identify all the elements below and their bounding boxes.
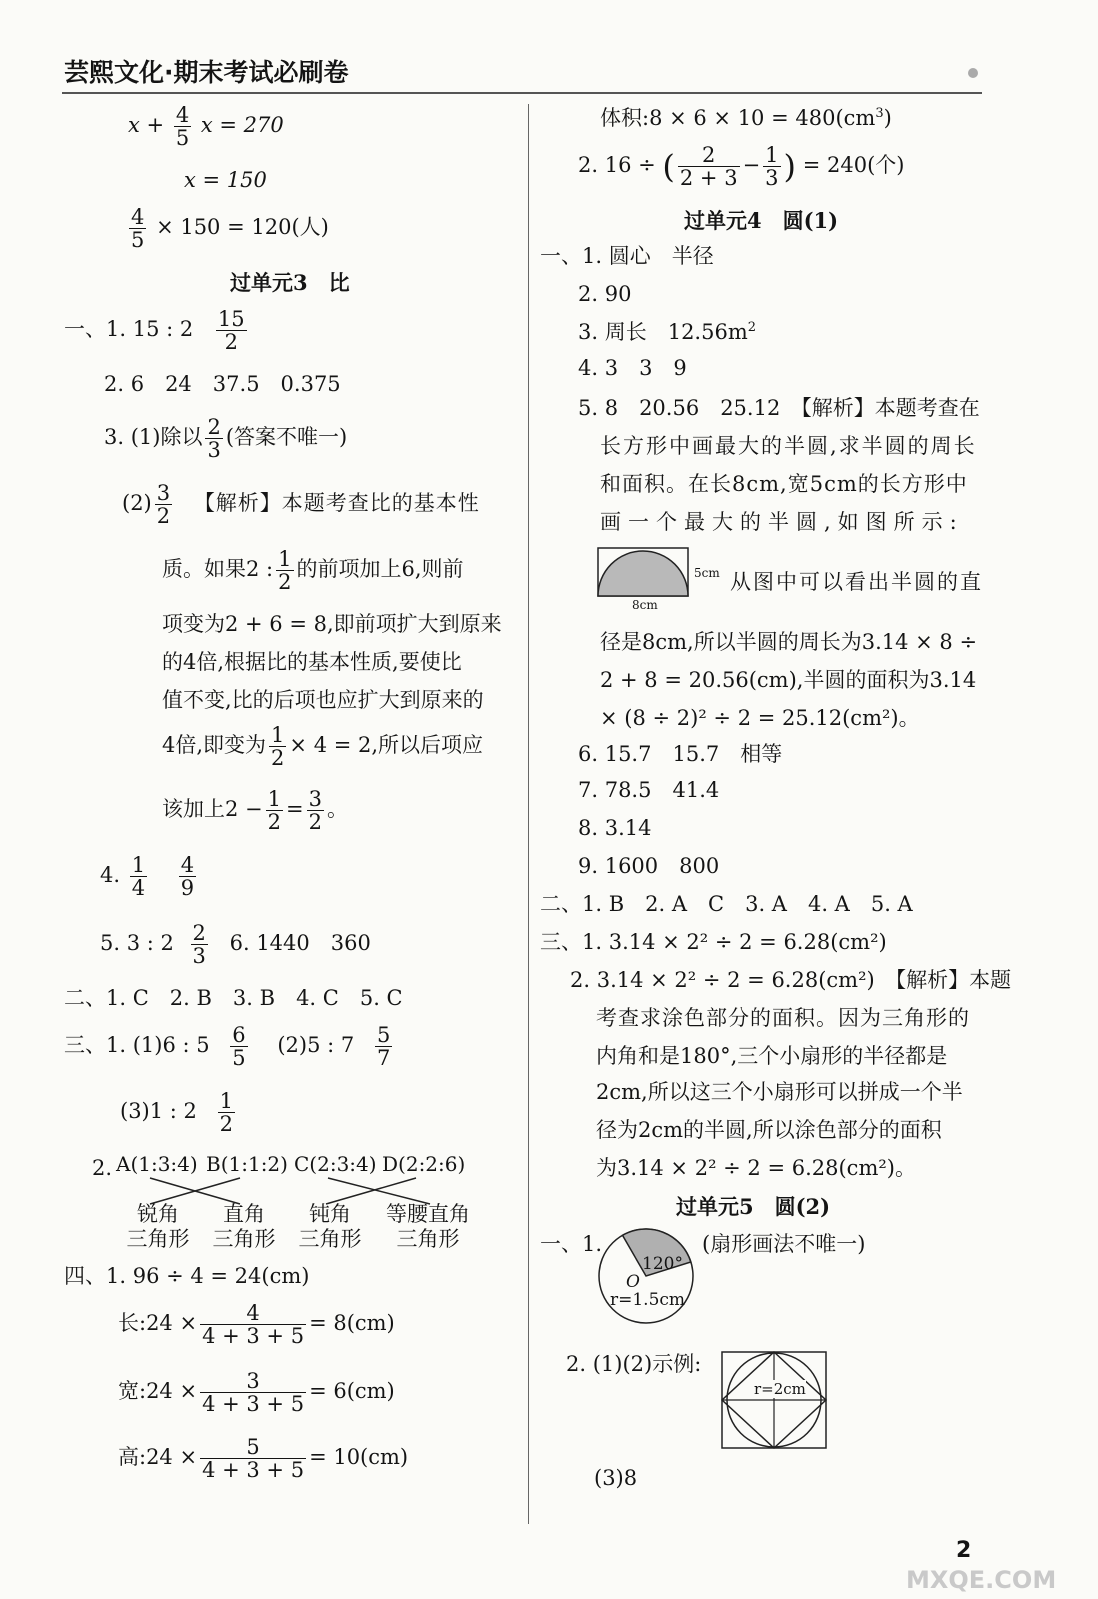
fraction <box>205 416 222 461</box>
fraction <box>200 1436 306 1481</box>
match-top-a: A(1:3:4) <box>116 1152 198 1176</box>
text: 宽:24 × <box>118 1379 198 1404</box>
r-a5-l7: 2 + 8 = 20.56(cm),半圆的面积为3.14 <box>600 668 977 692</box>
header-dot <box>968 68 978 78</box>
text: (2)5 : 7 <box>277 1033 355 1058</box>
num: 4 <box>131 205 145 229</box>
r-b3-l3: 内角和是180°,三个小扇形的半径都是 <box>596 1044 948 1068</box>
l-s3c <box>120 1090 238 1135</box>
l-c2 <box>118 1370 395 1415</box>
unit5-title: 过单元5 圆(2) <box>676 1194 831 1219</box>
fraction <box>191 922 208 967</box>
match-top-c: C(2:3:4) <box>294 1152 377 1176</box>
paren-right: ) <box>783 147 797 186</box>
r-c2: 2. (1)(2)示例: <box>566 1352 702 1376</box>
text: 3. 周长 12.56m <box>578 320 748 344</box>
r-v1 <box>600 106 892 131</box>
r-a5-l8: × (8 ÷ 2)² ÷ 2 = 25.12(cm²)。 <box>600 706 920 730</box>
label: 等腰直角 <box>386 1202 470 1226</box>
fraction <box>200 1302 306 1347</box>
text: 三、1. (1)6 : 5 <box>64 1033 210 1058</box>
r-c1-note: (扇形画法不唯一) <box>702 1232 866 1256</box>
fig1-height-label: 5cm <box>694 566 720 580</box>
fraction <box>276 548 293 593</box>
r-c1: 一、1. <box>540 1232 603 1256</box>
r-a5-l5: 从图中可以看出半圆的直 <box>730 570 983 594</box>
text: 一、1. 15 : 2 <box>64 317 194 342</box>
den: 2 <box>308 810 322 835</box>
r-a3 <box>578 320 756 345</box>
num: 1 <box>278 547 292 571</box>
fraction <box>307 788 324 833</box>
fraction <box>129 206 146 251</box>
l-p5 <box>162 724 483 769</box>
paren-left: ( <box>662 147 675 186</box>
match-line-c <box>328 1178 430 1204</box>
l-q1 <box>64 308 250 353</box>
fig3-radius: r=2cm <box>754 1380 806 1398</box>
l-q5 <box>100 922 371 967</box>
eq-line-2 <box>184 168 267 193</box>
l-c3 <box>118 1436 408 1481</box>
label: 三角形 <box>298 1227 362 1252</box>
header-title: 芸熙文化·期末考试必刷卷 <box>64 58 349 87</box>
text: 的前项加上6,则前 <box>296 557 464 582</box>
text: ) <box>883 106 892 130</box>
r-a7: 7. 78.5 41.4 <box>578 778 720 802</box>
l-p3: 的4倍,根据比的基本性质,要使比 <box>162 650 462 674</box>
r-a6: 6. 15.7 15.7 相等 <box>578 742 783 766</box>
den: 2 + 3 <box>679 166 738 191</box>
text: 质。如果2 : <box>162 557 274 582</box>
l-s4: 四、1. 96 ÷ 4 = 24(cm) <box>64 1264 310 1288</box>
num: 5 <box>200 1436 306 1459</box>
num: 4 <box>180 853 195 877</box>
fraction <box>269 724 286 769</box>
den: 5 <box>175 126 190 151</box>
l-p4: 值不变,比的后项也应扩大到原来的 <box>162 688 484 712</box>
l-p6 <box>162 788 348 833</box>
fig2-center: O <box>626 1272 640 1292</box>
r-b3-l6: 为3.14 × 2² ÷ 2 = 6.28(cm²)。 <box>596 1156 916 1180</box>
unit3-title: 过单元3 比 <box>230 270 350 295</box>
label: 三角形 <box>396 1227 460 1252</box>
num: 1 <box>271 723 285 747</box>
l-s2: 二、1. C 2. B 3. B 4. C 5. C <box>64 986 403 1010</box>
match-bot-1 <box>118 1202 198 1252</box>
l-q2: 2. 6 24 37.5 0.375 <box>104 372 341 396</box>
den: 5 <box>232 1046 246 1071</box>
l-q4 <box>100 854 199 899</box>
num: 2 <box>678 144 740 167</box>
text: 3. (1)除以 <box>104 425 203 450</box>
r-a1: 一、1. 圆心 半径 <box>540 244 714 268</box>
text: (答案不唯一) <box>225 425 348 450</box>
num: 4 <box>175 103 190 127</box>
text: = 240(个) <box>802 153 905 178</box>
fig2-radius: r=1.5cm <box>610 1290 686 1310</box>
num: 1 <box>131 853 146 877</box>
match-bot-3 <box>290 1202 370 1252</box>
den: 4 + 3 + 5 <box>202 1324 305 1349</box>
text: 长:24 × <box>118 1311 198 1336</box>
fraction <box>155 482 172 527</box>
square-circle-figure <box>720 1350 830 1452</box>
expr: x + <box>128 113 165 138</box>
l-q3b <box>122 482 480 527</box>
match-top-d: D(2:2:6) <box>382 1152 466 1176</box>
r-a5: 5. 8 20.56 25.12 【解析】本题考查在 <box>578 396 980 420</box>
text: 。 <box>327 797 348 822</box>
r-a8: 8. 3.14 <box>578 816 652 840</box>
den: 9 <box>180 876 195 901</box>
den: 2 <box>278 570 292 595</box>
fig1-width-label: 8cm <box>632 598 658 612</box>
num: 4 <box>200 1302 306 1325</box>
l-s3a <box>64 1024 395 1069</box>
match-bot-2 <box>204 1202 284 1252</box>
fraction <box>678 144 740 189</box>
den: 2 <box>271 746 285 771</box>
fraction <box>216 308 247 353</box>
num: 2 <box>192 921 206 945</box>
text: 4倍,即变为 <box>162 733 267 758</box>
text: 【解析】本题考查比的基本性 <box>193 491 480 516</box>
label: 三角形 <box>212 1227 276 1252</box>
fraction <box>266 788 283 833</box>
text: 该加上2 − <box>162 797 263 822</box>
column-divider <box>528 104 529 1524</box>
r-a2: 2. 90 <box>578 282 632 306</box>
text: − <box>742 153 761 178</box>
text: 体积:8 × 6 × 10 = 480(cm <box>600 106 876 130</box>
den: 7 <box>376 1046 391 1071</box>
expr: × 150 = 120(人) <box>156 215 329 240</box>
expr: x = 150 <box>184 168 267 192</box>
r-b3: 三、1. 3.14 × 2² ÷ 2 = 6.28(cm²) <box>540 930 887 954</box>
num: 1 <box>219 1089 233 1113</box>
label: 三角形 <box>126 1227 190 1252</box>
label: 直角 <box>223 1202 265 1226</box>
text: 高:24 × <box>118 1445 198 1470</box>
r-b3-2: 2. 3.14 × 2² ÷ 2 = 6.28(cm²) 【解析】本题 <box>570 968 1012 992</box>
expr: x = 270 <box>200 113 284 138</box>
num: 3 <box>200 1370 306 1393</box>
num: 15 <box>217 307 245 331</box>
label: 锐角 <box>137 1202 179 1226</box>
watermark-text: MXQE.COM <box>906 1566 1057 1594</box>
circle-sector-figure <box>590 1226 700 1326</box>
fig2-angle: 120° <box>642 1254 683 1274</box>
r-a5-l2: 长方形中画最大的半圆,求半圆的周长 <box>600 434 977 458</box>
header-rule <box>62 92 982 94</box>
r-a5-l3: 和面积。在长8cm,宽5cm的长方形中 <box>600 472 968 496</box>
text: = 6(cm) <box>309 1379 395 1404</box>
den: 3 <box>765 166 779 191</box>
den: 2 <box>267 810 282 835</box>
r-a4: 4. 3 3 9 <box>578 356 687 380</box>
label: 钝角 <box>309 1202 351 1226</box>
r-a5-l6: 径是8cm,所以半圆的周长为3.14 × 8 ÷ <box>600 630 978 654</box>
semicircle-shape <box>598 551 688 596</box>
match-line-d <box>326 1178 416 1204</box>
sup: 3 <box>875 106 884 121</box>
den: 4 + 3 + 5 <box>202 1392 305 1417</box>
num: 1 <box>765 143 779 167</box>
r-a9: 9. 1600 800 <box>578 854 720 878</box>
fraction <box>375 1024 392 1069</box>
den: 2 <box>224 330 238 355</box>
text: 2. 16 ÷ <box>578 153 656 178</box>
den: 3 <box>192 944 206 969</box>
num: 1 <box>267 787 282 811</box>
num: 2 <box>207 415 221 439</box>
r-v2 <box>578 144 904 189</box>
fraction <box>200 1370 306 1415</box>
sup: 2 <box>747 320 757 335</box>
text: (3)1 : 2 <box>120 1099 197 1124</box>
l-p1 <box>162 548 464 593</box>
text: = <box>286 797 304 822</box>
fraction <box>230 1024 247 1069</box>
den: 4 <box>131 876 146 901</box>
match-number: 2. <box>92 1156 113 1180</box>
text: × 4 = 2,所以后项应 <box>289 733 484 758</box>
unit4-title: 过单元4 圆(1) <box>684 208 839 233</box>
fraction <box>174 104 191 149</box>
num: 6 <box>232 1023 246 1047</box>
fraction <box>218 1090 235 1135</box>
r-b3-l2: 考查求涂色部分的面积。因为三角形的 <box>596 1006 970 1030</box>
num: 3 <box>156 481 171 505</box>
r-a5-l4: 画一个最大的半圆,如图所示: <box>600 510 964 534</box>
den: 2 <box>219 1112 233 1137</box>
num: 3 <box>308 787 322 811</box>
r-b2: 二、1. B 2. A C 3. A 4. A 5. A <box>540 892 913 916</box>
eq-line-1 <box>128 104 284 149</box>
fraction <box>763 144 780 189</box>
text: = 8(cm) <box>309 1311 395 1336</box>
r-c3: (3)8 <box>594 1466 638 1490</box>
text: 5. 3 : 2 <box>100 931 174 956</box>
l-p2: 项变为2 + 6 = 8,即前项扩大到原来 <box>162 612 502 636</box>
r-b3-l4: 2cm,所以这三个小扇形可以拼成一个半 <box>596 1080 963 1104</box>
text: = 10(cm) <box>309 1445 409 1470</box>
den: 4 + 3 + 5 <box>202 1458 305 1483</box>
match-bot-4 <box>378 1202 478 1252</box>
text: 6. 1440 360 <box>229 931 371 956</box>
den: 3 <box>207 438 221 463</box>
page-number: 2 <box>956 1538 972 1563</box>
fraction <box>130 854 147 899</box>
eq-line-3 <box>126 206 329 251</box>
den: 5 <box>131 228 145 253</box>
num: 5 <box>376 1023 391 1047</box>
match-top-b: B(1:1:2) <box>206 1152 288 1176</box>
l-c1 <box>118 1302 395 1347</box>
text: 4. <box>100 863 121 888</box>
text: (2) <box>122 491 152 516</box>
l-q3a <box>104 416 347 461</box>
den: 2 <box>156 504 171 529</box>
r-b3-l5: 径为2cm的半圆,所以涂色部分的面积 <box>596 1118 942 1142</box>
fraction <box>179 854 196 899</box>
